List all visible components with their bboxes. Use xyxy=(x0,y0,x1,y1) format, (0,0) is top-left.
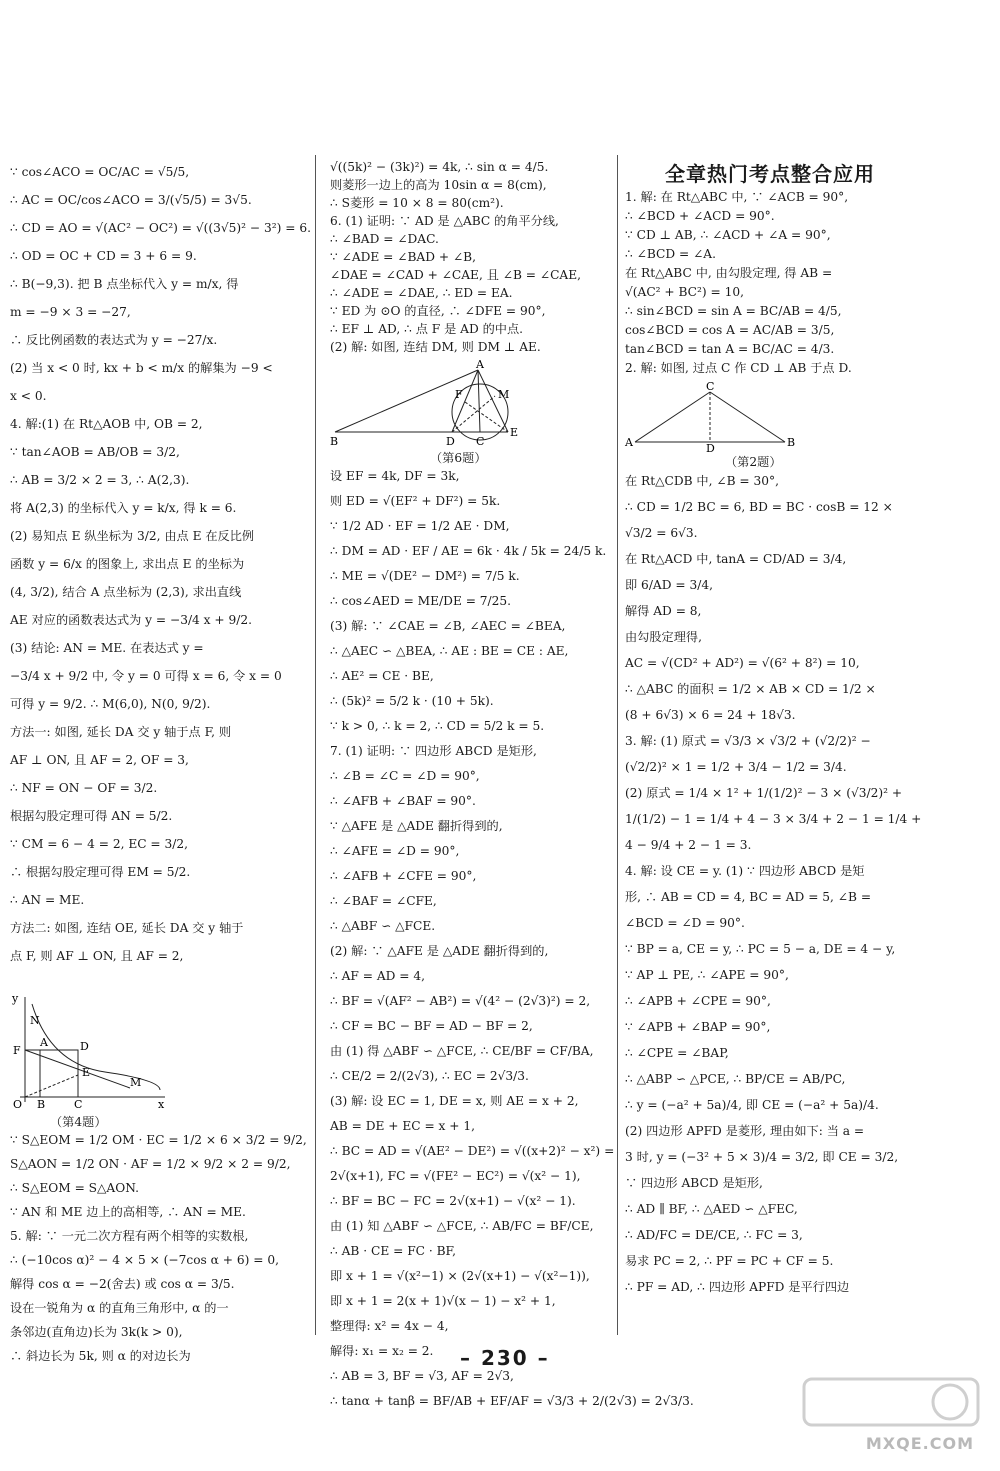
text-line: 由 (1) 知 △ABF ∽ △FCE, ∴ AB/FC = BF/CE, xyxy=(330,1219,594,1234)
text-line: 解得 AD = 8, xyxy=(625,604,702,619)
text-line: 即 x + 1 = √(x²−1) × (2√(x+1) − √(x²−1)), xyxy=(330,1269,590,1284)
text-line: ∵ AP ⊥ PE, ∴ ∠APE = 90°, xyxy=(625,968,789,983)
section-title: 全章热门考点整合应用 xyxy=(665,162,875,186)
text-line: ∴ sin∠BCD = sin A = BC/AB = 4/5, xyxy=(625,304,842,318)
fig6-label: F xyxy=(455,388,463,401)
text-line: 函数 y = 6/x 的图象上, 求出点 E 的坐标为 xyxy=(10,557,245,571)
fig6-label: E xyxy=(510,426,519,439)
text-line: ∴ OD = OC + CD = 3 + 6 = 9. xyxy=(10,249,197,263)
text-line: (4, 3/2), 结合 A 点坐标为 (2,3), 求出直线 xyxy=(10,585,242,599)
text-line: √3/2 = 6√3. xyxy=(625,526,698,541)
text-line: (2) 当 x < 0 时, kx + b < m/x 的解集为 −9 < xyxy=(10,361,273,375)
text-line: ∵ S△EOM = 1/2 OM · EC = 1/2 × 6 × 3/2 = 9/2, xyxy=(10,1133,307,1148)
text-line: (2) 解: ∵ △AFE 是 △ADE 翻折得到的, xyxy=(330,944,549,959)
text-line: ∵ BP = a, CE = y, ∴ PC = 5 − a, DE = 4 − y, xyxy=(625,942,896,957)
col1-text-a xyxy=(10,158,311,988)
fig6-caption: （第6题） xyxy=(430,451,487,465)
text-line: 可得 y = 9/2. ∴ M(6,0), N(0, 9/2). xyxy=(10,697,211,711)
text-line: 点 F, 则 AF ⊥ ON, 且 AF = 2, xyxy=(10,949,184,963)
text-line: 4. 解: 设 CE = y. (1) ∵ 四边形 ABCD 是矩 xyxy=(625,864,865,879)
text-line: (8 + 6√3) × 6 = 24 + 18√3. xyxy=(625,708,796,723)
text-line: ∠BCD = ∠D = 90°. xyxy=(625,916,745,931)
fig6-label: M xyxy=(498,388,510,401)
column-1 xyxy=(10,158,311,1368)
text-line: 则菱形一边上的高为 10sin α = 8(cm), xyxy=(330,178,547,192)
text-line: ∴ S△EOM = S△AON. xyxy=(10,1181,139,1196)
text-line: 设在一锐角为 α 的直角三角形中, α 的一 xyxy=(10,1301,229,1316)
text-line: ∴ ∠B = ∠C = ∠D = 90°, xyxy=(330,769,480,784)
text-line: ∵ ED 为 ⊙O 的直径, ∴ ∠DFE = 90°, xyxy=(330,304,546,318)
text-line: ∵ CD ⊥ AB, ∴ ∠ACD + ∠A = 90°, xyxy=(625,228,831,242)
text-line: ∵ AN 和 ME 边上的高相等, ∴ AN = ME. xyxy=(10,1205,246,1220)
text-line: tan∠BCD = tan A = BC/AC = 4/3. xyxy=(625,342,835,356)
figure-6 xyxy=(330,360,530,448)
text-line: 2. 解: 如图, 过点 C 作 CD ⊥ AB 于点 D. xyxy=(625,361,852,375)
watermark-site: MXQE.COM xyxy=(865,1434,974,1453)
text-line: ∴ AD ∥ BF, ∴ △AED ∽ △FEC, xyxy=(625,1202,798,1217)
text-line: (3) 解: 设 EC = 1, DE = x, 则 AE = x + 2, xyxy=(330,1094,579,1109)
fig6-label: D xyxy=(446,435,455,448)
text-line: ∴ BC = AD = √(AE² − DE²) = √((x+2)² − x²) = xyxy=(330,1144,615,1159)
text-line: 整理得: x² = 4x − 4, xyxy=(330,1319,449,1334)
text-line: ∴ tanα + tanβ = BF/AB + EF/AF = √3/3 + 2/(2√3) = 2√3/3. xyxy=(330,1394,694,1409)
fig2-label: D xyxy=(706,442,715,455)
text-line: 在 Rt△CDB 中, ∠B = 30°, xyxy=(625,474,779,489)
text-line: 6. (1) 证明: ∵ AD 是 △ABC 的角平分线, xyxy=(330,214,559,228)
text-line: ∴ ∠CPE = ∠BAP, xyxy=(625,1046,729,1061)
text-line: ∵ cos∠ACO = OC/AC = √5/5, xyxy=(10,165,190,179)
text-line: 4. 解:(1) 在 Rt△AOB 中, OB = 2, xyxy=(10,417,203,431)
text-line: ∴ △ABP ∽ △PCE, ∴ BP/CE = AB/PC, xyxy=(625,1072,846,1087)
fig4-label: C xyxy=(74,1098,83,1111)
text-line: ∴ CF = BC − BF = AD − BF = 2, xyxy=(330,1019,533,1034)
text-line: ∴ cos∠AED = ME/DE = 7/25. xyxy=(330,594,512,609)
text-line: ∴ CD = 1/2 BC = 6, BD = BC · cosB = 12 × xyxy=(625,500,893,515)
text-line: ∵ ∠ADE = ∠BAD + ∠B, xyxy=(330,250,477,264)
fig6-label: B xyxy=(330,435,339,448)
text-line: ∴ ∠APB + ∠CPE = 90°, xyxy=(625,994,771,1009)
column-3 xyxy=(625,188,922,1300)
fig6-label: A xyxy=(476,358,484,371)
col3-text-b xyxy=(625,468,922,1300)
text-line: AF ⊥ ON, 且 AF = 2, OF = 3, xyxy=(10,753,189,767)
fig4-label: D xyxy=(80,1040,89,1053)
text-line: ∴ AB = 3, BF = √3, AF = 2√3, xyxy=(330,1369,514,1384)
text-line: ∴ ∠AFE = ∠D = 90°, xyxy=(330,844,460,859)
text-line: 由勾股定理得, xyxy=(625,630,702,645)
text-line: 即 x + 1 = 2(x + 1)√(x − 1) − x² + 1, xyxy=(330,1294,556,1309)
text-line: ∴ NF = ON − OF = 3/2. xyxy=(10,781,158,795)
text-line: ∴ 根据勾股定理可得 EM = 5/2. xyxy=(10,865,191,879)
text-line: 形, ∴ AB = CD = 4, BC = AD = 5, ∠B = xyxy=(625,890,872,905)
fig6-label: C xyxy=(476,435,485,448)
text-line: ∴ B(−9,3). 把 B 点坐标代入 y = m/x, 得 xyxy=(10,277,239,291)
text-line: AE 对应的函数表达式为 y = −3/4 x + 9/2. xyxy=(10,613,253,627)
text-line: 由 (1) 得 △ABF ∽ △FCE, ∴ CE/BF = CF/BA, xyxy=(330,1044,594,1059)
text-line: ∴ △ABC 的面积 = 1/2 × AB × CD = 1/2 × xyxy=(625,682,876,697)
text-line: 则 ED = √(EF² + DF²) = 5k. xyxy=(330,494,501,509)
text-line: ∵ k > 0, ∴ k = 2, ∴ CD = 5/2 k = 5. xyxy=(330,719,545,734)
text-line: 解得 cos α = −2(舍去) 或 cos α = 3/5. xyxy=(10,1277,235,1292)
text-line: ∠DAE = ∠CAD + ∠CAE, 且 ∠B = ∠CAE, xyxy=(330,268,581,282)
text-line: AB = DE + EC = x + 1, xyxy=(330,1119,475,1134)
text-line: ∴ ∠BAF = ∠CFE, xyxy=(330,894,437,909)
text-line: −3/4 x + 9/2 中, 令 y = 0 可得 x = 6, 令 x = 0 xyxy=(10,669,282,683)
fig4-label: x xyxy=(158,1098,165,1111)
text-line: ∴ BF = BC − FC = 2√(x+1) − √(x² − 1). xyxy=(330,1194,576,1209)
column-divider-2 xyxy=(617,155,618,1335)
fig2-caption: （第2题） xyxy=(725,455,782,469)
text-line: 设 EF = 4k, DF = 3k, xyxy=(330,469,460,484)
text-line: ∴ BF = √(AF² − AB²) = √(4² − (2√3)²) = 2, xyxy=(330,994,591,1009)
text-line: ∴ AF = AD = 4, xyxy=(330,969,426,984)
fig4-label: N xyxy=(30,1014,40,1027)
text-line: 将 A(2,3) 的坐标代入 y = k/x, 得 k = 6. xyxy=(10,501,237,515)
text-line: ∴ CE/2 = 2/(2√3), ∴ EC = 2√3/3. xyxy=(330,1069,529,1084)
text-line: ∴ (−10cos α)² − 4 × 5 × (−7cos α + 6) = 0, xyxy=(10,1253,279,1268)
text-line: ∴ (5k)² = 5/2 k · (10 + 5k). xyxy=(330,694,494,709)
text-line: ∴ EF ⊥ AD, ∴ 点 F 是 AD 的中点. xyxy=(330,322,524,336)
text-line: ∴ ∠BCD = ∠A. xyxy=(625,247,716,261)
text-line: ∴ AB · CE = FC · BF, xyxy=(330,1244,456,1259)
text-line: (2) 解: 如图, 连结 DM, 则 DM ⊥ AE. xyxy=(330,340,541,354)
text-line: ∴ ∠ADE = ∠DAE, ∴ ED = EA. xyxy=(330,286,513,300)
text-line: AC = √(CD² + AD²) = √(6² + 8²) = 10, xyxy=(625,656,860,671)
text-line: ∴ 反比例函数的表达式为 y = −27/x. xyxy=(10,333,218,347)
fig2-label: C xyxy=(706,380,715,393)
text-line: ∴ ∠BCD + ∠ACD = 90°. xyxy=(625,209,775,223)
text-line: ∵ △AFE 是 △ADE 翻折得到的, xyxy=(330,819,503,834)
text-line: ∵ 四边形 ABCD 是矩形, xyxy=(625,1176,763,1191)
text-line: ∵ ∠APB + ∠BAP = 90°, xyxy=(625,1020,771,1035)
text-line: ∴ △AEC ∽ △BEA, ∴ AE : BE = CE : AE, xyxy=(330,644,569,659)
text-line: 条邻边(直角边)长为 3k(k > 0), xyxy=(10,1325,183,1340)
text-line: ∴ ∠BAD = ∠DAC. xyxy=(330,232,439,246)
text-line: cos∠BCD = cos A = AC/AB = 3/5, xyxy=(625,323,835,337)
text-line: ∴ △ABF ∽ △FCE. xyxy=(330,919,436,934)
text-line: 4 − 9/4 + 2 − 1 = 3. xyxy=(625,838,752,853)
text-line: ∴ DM = AD · EF / AE = 6k · 4k / 5k = 24/5 k. xyxy=(330,544,607,559)
fig4-caption: （第4题） xyxy=(50,1115,107,1129)
text-line: ∴ AC = OC/cos∠ACO = 3/(√5/5) = 3√5. xyxy=(10,193,252,207)
text-line: ∵ CM = 6 − 4 = 2, EC = 3/2, xyxy=(10,837,188,851)
text-line: 方法二: 如图, 连结 OE, 延长 DA 交 y 轴于 xyxy=(10,921,244,935)
text-line: ∴ ME = √(DE² − DM²) = 7/5 k. xyxy=(330,569,520,584)
text-line: m = −9 × 3 = −27, xyxy=(10,305,131,319)
text-line: 1/(1/2) − 1 = 1/4 + 4 − 3 × 3/4 + 2 − 1 = 1/4 + xyxy=(625,812,922,827)
text-line: (2) 易知点 E 纵坐标为 3/2, 由点 E 在反比例 xyxy=(10,529,255,543)
text-line: ∴ ∠AFB + ∠BAF = 90°. xyxy=(330,794,476,809)
col2-text-a xyxy=(330,158,612,356)
text-line: (2) 原式 = 1/4 × 1² + 1/(1/2)² − 3 × (√3/2)² + xyxy=(625,786,903,801)
text-line: 3 时, y = (−3² + 5 × 3)/4 = 3/2, 即 CE = 3/2, xyxy=(625,1150,899,1165)
text-line: (√2/2)² × 1 = 1/2 + 3/4 − 1/2 = 3/4. xyxy=(625,760,847,775)
text-line: x < 0. xyxy=(10,389,47,403)
text-line: ∴ y = (−a² + 5a)/4, 即 CE = (−a² + 5a)/4. xyxy=(625,1098,879,1113)
text-line: 根据勾股定理可得 AN = 5/2. xyxy=(10,809,173,823)
text-line: 易求 PC = 2, ∴ PF = PC + CF = 5. xyxy=(625,1254,834,1269)
text-line: 解得: x₁ = x₂ = 2. xyxy=(330,1344,434,1359)
page-number: – 230 – xyxy=(460,1346,550,1370)
fig4-label: A xyxy=(40,1036,48,1049)
fig4-label: B xyxy=(37,1098,46,1111)
text-line: ∵ 1/2 AD · EF = 1/2 AE · DM, xyxy=(330,519,510,534)
fig2-label: B xyxy=(787,436,796,449)
text-line: ∴ CD = AO = √(AC² − OC²) = √((3√5)² − 3²) = 6. xyxy=(10,221,311,235)
fig4-label: E xyxy=(82,1066,91,1079)
text-line: S△AON = 1/2 ON · AF = 1/2 × 9/2 × 2 = 9/2, xyxy=(10,1157,291,1172)
text-line: 5. 解: ∵ 一元二次方程有两个相等的实数根, xyxy=(10,1229,249,1244)
figure-4 xyxy=(10,992,170,1112)
text-line: √((5k)² − (3k)²) = 4k, ∴ sin α = 4/5. xyxy=(330,160,549,174)
fig4-label: M xyxy=(130,1076,142,1089)
text-line: 方法一: 如图, 延长 DA 交 y 轴于点 F, 则 xyxy=(10,725,232,739)
text-line: 3. 解: (1) 原式 = √3/3 × √3/2 + (√2/2)² − xyxy=(625,734,871,749)
text-line: ∴ ∠AFB + ∠CFE = 90°, xyxy=(330,869,477,884)
text-line: 7. (1) 证明: ∵ 四边形 ABCD 是矩形, xyxy=(330,744,537,759)
col3-text-a xyxy=(625,188,907,378)
fig4-label: O xyxy=(13,1098,23,1111)
figure-2 xyxy=(625,380,796,455)
text-line: √(AC² + BC²) = 10, xyxy=(625,285,744,299)
col1-text-b xyxy=(10,1128,307,1368)
fig4-label: y xyxy=(12,992,19,1005)
text-line: (2) 四边形 APFD 是菱形, 理由如下: 当 a = xyxy=(625,1124,865,1139)
text-line: ∴ AE² = CE · BE, xyxy=(330,669,434,684)
text-line: 即 6/AD = 3/4, xyxy=(625,578,713,593)
text-line: (3) 解: ∵ ∠CAE = ∠B, ∠AEC = ∠BEA, xyxy=(330,619,566,634)
text-line: ∴ AB = 3/2 × 2 = 3, ∴ A(2,3). xyxy=(10,473,190,487)
text-line: 1. 解: 在 Rt△ABC 中, ∵ ∠ACB = 90°, xyxy=(625,190,849,204)
text-line: ∴ AD/FC = DE/CE, ∴ FC = 3, xyxy=(625,1228,803,1243)
text-line: 在 Rt△ABC 中, 由勾股定理, 得 AB = xyxy=(625,266,833,280)
text-line: (3) 结论: AN = ME. 在表达式 y = xyxy=(10,641,204,655)
text-line: ∴ AN = ME. xyxy=(10,893,85,907)
text-line: 2√(x+1), FC = √(FE² − EC²) = √(x² − 1), xyxy=(330,1169,581,1184)
fig2-label: A xyxy=(625,436,633,449)
text-line: ∵ tan∠AOB = AB/OB = 3/2, xyxy=(10,445,180,459)
column-divider-1 xyxy=(315,155,316,1335)
text-line: ∴ 斜边长为 5k, 则 α 的对边长为 xyxy=(10,1349,191,1364)
text-line: ∴ S菱形 = 10 × 8 = 80(cm²). xyxy=(330,196,504,210)
text-line: ∴ PF = AD, ∴ 四边形 APFD 是平行四边 xyxy=(625,1280,850,1295)
fig4-label: F xyxy=(13,1044,21,1057)
text-line: 在 Rt△ACD 中, tanA = CD/AD = 3/4, xyxy=(625,552,847,567)
